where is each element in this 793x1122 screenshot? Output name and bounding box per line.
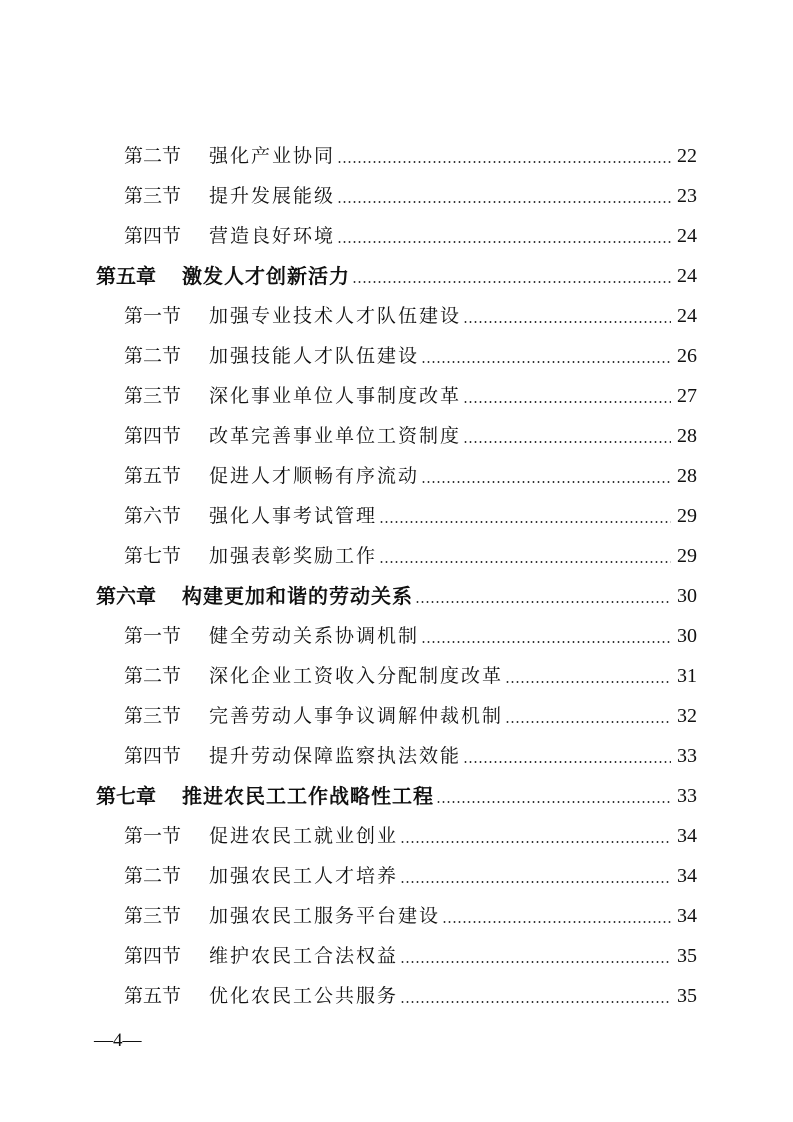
- dot-leader: [463, 401, 671, 403]
- toc-chapter-entry[interactable]: [0, 578, 793, 608]
- toc-entry[interactable]: [0, 218, 793, 248]
- toc-entry-title: 提升发展能级: [209, 185, 336, 207]
- toc-entry-number: 第四节: [124, 425, 182, 447]
- toc-entry-number: 第五节: [124, 465, 182, 487]
- toc-entry-title: 构建更加和谐的劳动关系: [182, 584, 413, 608]
- dot-leader: [505, 721, 671, 723]
- dot-leader: [421, 361, 671, 363]
- toc-chapter-entry[interactable]: [0, 258, 793, 288]
- toc-entry-page: 35: [677, 985, 697, 1007]
- toc-entry-title: 完善劳动人事争议调解仲裁机制: [209, 705, 504, 727]
- toc-entry-number: 第六节: [124, 505, 182, 527]
- toc-entry-title: 健全劳动关系协调机制: [209, 625, 420, 647]
- toc-entry-number: 第二节: [124, 145, 182, 167]
- toc-entry-page: 27: [677, 385, 697, 407]
- toc-entry-number: 第二节: [124, 345, 182, 367]
- toc-entry-page: 29: [677, 505, 697, 527]
- toc-entry-number: 第三节: [124, 705, 182, 727]
- toc-entry[interactable]: [0, 178, 793, 208]
- dot-leader: [415, 601, 671, 603]
- toc-entry-title: 改革完善事业单位工资制度: [209, 425, 462, 447]
- toc-entry-page: 29: [677, 545, 697, 567]
- toc-entry[interactable]: [0, 338, 793, 368]
- toc-entry-title: 营造良好环境: [209, 225, 336, 247]
- page-number-footer: —4—: [94, 1030, 142, 1051]
- toc-entry-number: 第一节: [124, 825, 182, 847]
- toc-entry-title: 强化人事考试管理: [209, 505, 378, 527]
- toc-entry[interactable]: [0, 138, 793, 168]
- dot-leader: [442, 921, 671, 923]
- toc-entry[interactable]: [0, 618, 793, 648]
- dot-leader: [463, 761, 671, 763]
- dot-leader: [337, 241, 671, 243]
- toc-entry-title: 促进农民工就业创业: [209, 825, 399, 847]
- dot-leader: [463, 441, 671, 443]
- toc-entry-page: 30: [677, 625, 697, 647]
- dot-leader: [400, 841, 671, 843]
- dot-leader: [400, 961, 671, 963]
- toc-entry-number: 第五节: [124, 985, 182, 1007]
- toc-entry[interactable]: [0, 418, 793, 448]
- toc-entry-page: 22: [677, 145, 697, 167]
- toc-entry-number: 第五章: [96, 264, 156, 288]
- toc-entry-title: 提升劳动保障监察执法效能: [209, 745, 462, 767]
- dot-leader: [463, 321, 671, 323]
- toc-entry-page: 33: [677, 745, 697, 767]
- toc-entry-page: 31: [677, 665, 697, 687]
- dot-leader: [505, 681, 671, 683]
- toc-entry-page: 34: [677, 865, 697, 887]
- dot-leader: [436, 801, 671, 803]
- dot-leader: [337, 161, 671, 163]
- toc-entry[interactable]: [0, 298, 793, 328]
- dot-leader: [421, 641, 671, 643]
- toc-entry[interactable]: [0, 498, 793, 528]
- toc-entry-page: 28: [677, 465, 697, 487]
- toc-entry-number: 第四节: [124, 225, 182, 247]
- toc-entry-title: 促进人才顺畅有序流动: [209, 465, 420, 487]
- toc-entry-number: 第四节: [124, 745, 182, 767]
- toc-entry-page: 26: [677, 345, 697, 367]
- toc-entry-page: 23: [677, 185, 697, 207]
- toc-entry-title: 加强农民工服务平台建设: [209, 905, 441, 927]
- toc-entry-title: 加强技能人才队伍建设: [209, 345, 420, 367]
- toc-entry-number: 第七章: [96, 784, 156, 808]
- toc-entry-page: 34: [677, 825, 697, 847]
- toc-entry[interactable]: [0, 858, 793, 888]
- dot-leader: [352, 281, 671, 283]
- toc-entry-page: 30: [677, 585, 697, 607]
- toc-entry[interactable]: [0, 898, 793, 928]
- toc-entry-title: 加强专业技术人才队伍建设: [209, 305, 462, 327]
- toc-entry-page: 32: [677, 705, 697, 727]
- dot-leader: [400, 881, 671, 883]
- toc-entry-page: 33: [677, 785, 697, 807]
- toc-entry-page: 24: [677, 225, 697, 247]
- toc-entry-title: 强化产业协同: [209, 145, 336, 167]
- toc-entry-number: 第六章: [96, 584, 156, 608]
- toc-entry-number: 第三节: [124, 385, 182, 407]
- toc-entry-page: 35: [677, 945, 697, 967]
- dot-leader: [337, 201, 671, 203]
- toc-entry[interactable]: [0, 378, 793, 408]
- toc-chapter-entry[interactable]: [0, 778, 793, 808]
- toc-entry[interactable]: [0, 458, 793, 488]
- toc-entry[interactable]: [0, 978, 793, 1008]
- toc-entry-page: 34: [677, 905, 697, 927]
- toc-entry-page: 24: [677, 265, 697, 287]
- toc-entry[interactable]: [0, 938, 793, 968]
- toc-entry-number: 第二节: [124, 865, 182, 887]
- dot-leader: [421, 481, 671, 483]
- toc-entry[interactable]: [0, 538, 793, 568]
- toc-entry[interactable]: [0, 738, 793, 768]
- toc-entry-title: 深化事业单位人事制度改革: [209, 385, 462, 407]
- toc-entry-page: 28: [677, 425, 697, 447]
- toc-entry-number: 第一节: [124, 305, 182, 327]
- toc-entry-title: 推进农民工工作战略性工程: [182, 784, 434, 808]
- toc-entry-number: 第七节: [124, 545, 182, 567]
- dot-leader: [400, 1001, 671, 1003]
- toc-entry-number: 第三节: [124, 905, 182, 927]
- toc-entry-title: 深化企业工资收入分配制度改革: [209, 665, 504, 687]
- toc-entry[interactable]: [0, 818, 793, 848]
- toc-entry-number: 第二节: [124, 665, 182, 687]
- toc-entry-title: 激发人才创新活力: [182, 264, 350, 288]
- dot-leader: [379, 521, 671, 523]
- toc-entry[interactable]: [0, 698, 793, 728]
- toc-entry-title: 维护农民工合法权益: [209, 945, 399, 967]
- toc-entry-number: 第一节: [124, 625, 182, 647]
- toc-entry-number: 第三节: [124, 185, 182, 207]
- toc-entry-title: 加强表彰奖励工作: [209, 545, 378, 567]
- toc-entry-title: 优化农民工公共服务: [209, 985, 399, 1007]
- dot-leader: [379, 561, 671, 563]
- toc-entry[interactable]: [0, 658, 793, 688]
- toc-entry-number: 第四节: [124, 945, 182, 967]
- toc-entry-title: 加强农民工人才培养: [209, 865, 399, 887]
- toc-entry-page: 24: [677, 305, 697, 327]
